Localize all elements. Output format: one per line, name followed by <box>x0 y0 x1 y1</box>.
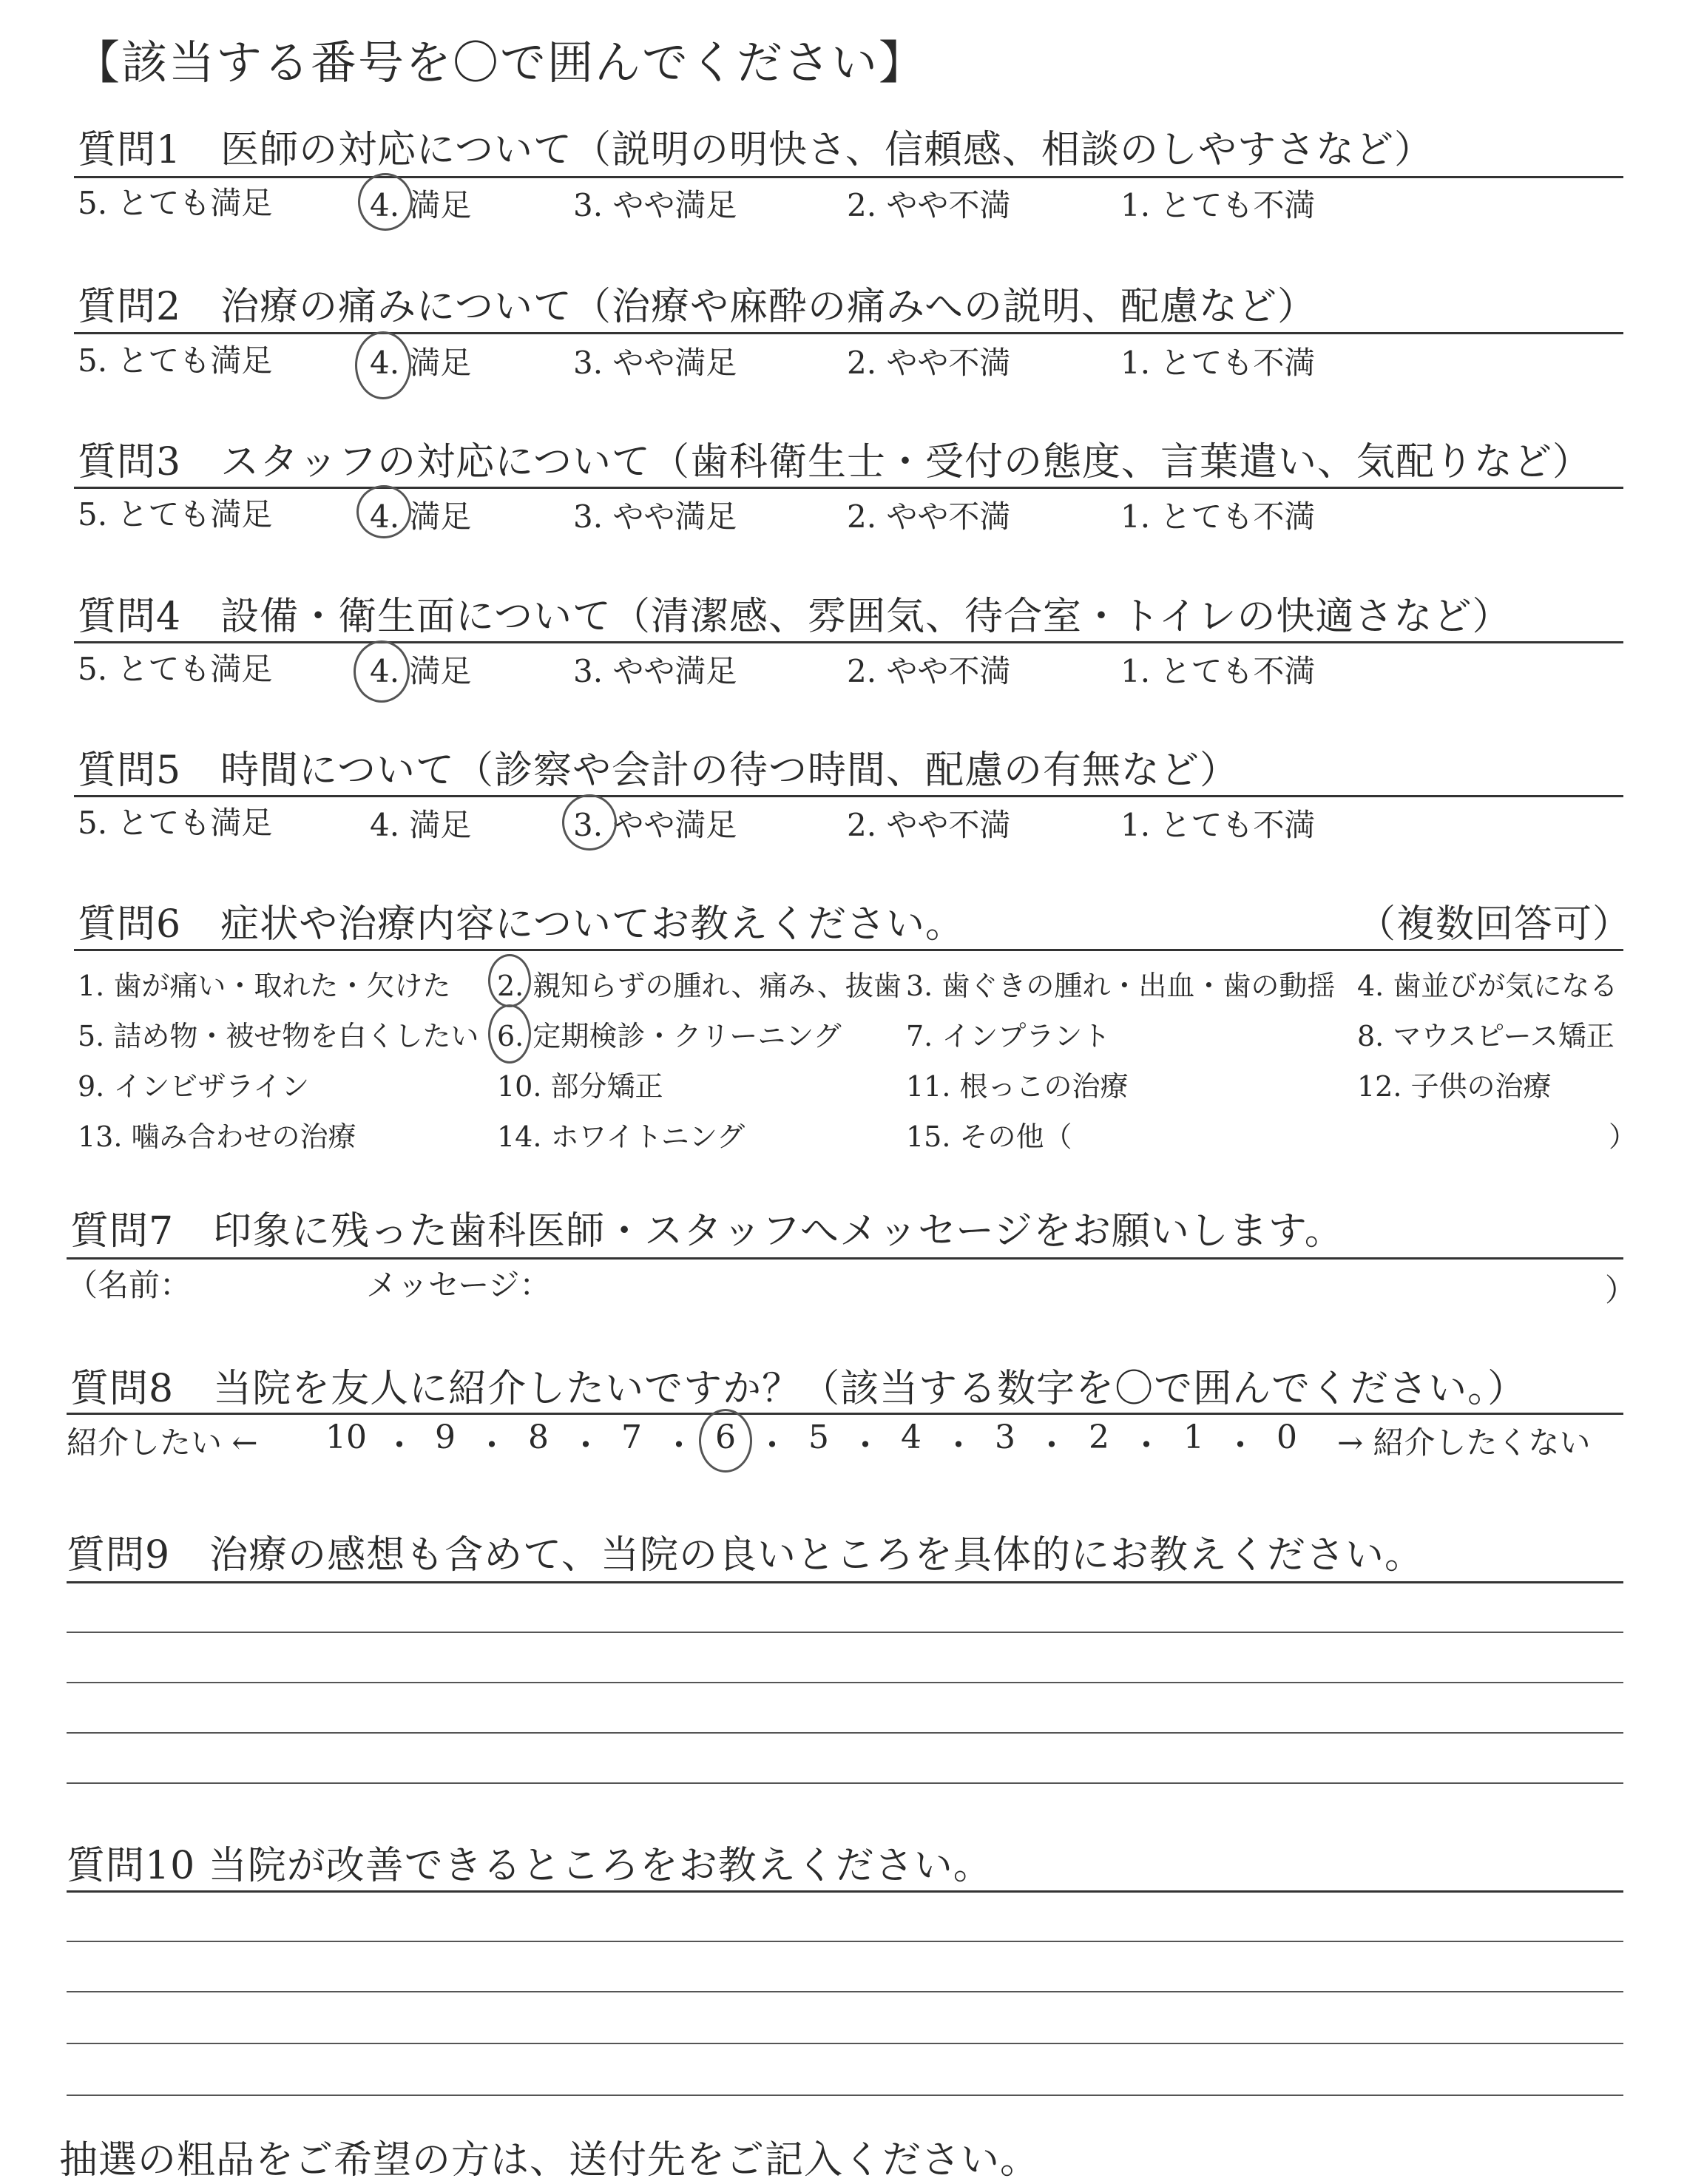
question-10-rule <box>67 1890 1623 1893</box>
question-4-title: 質問4 設備・衛生面について（清潔感、雰囲気、待合室・トイレの快適さなど） <box>78 595 1512 639</box>
q8-sep: ・ <box>1130 1427 1163 1464</box>
q6-option-5[interactable]: 5. 詰め物・被せ物を白くしたい <box>78 1020 479 1052</box>
q5-option-1[interactable]: 1. とても不満 <box>1120 807 1316 843</box>
q3-option-3[interactable]: 3. やや満足 <box>573 498 737 535</box>
q10-writing-line[interactable] <box>67 2095 1623 2096</box>
q2-selected-circle <box>355 331 411 399</box>
question-3-rule <box>74 487 1623 489</box>
q3-selected-circle <box>356 485 411 538</box>
question-1-rule <box>74 176 1623 178</box>
q3-option-4[interactable]: 4. 満足 <box>370 498 472 535</box>
q8-scale-5[interactable]: 5 <box>808 1419 829 1456</box>
q6-option-15[interactable]: 15. その他（ <box>906 1120 1072 1153</box>
q5-option-3[interactable]: 3. やや満足 <box>573 807 737 843</box>
q6-option-1[interactable]: 1. 歯が痛い・取れた・欠けた <box>78 970 451 1002</box>
question-9-title: 質問9 治療の感想も含めて、当院の良いところを具体的にお教えください。 <box>67 1533 1424 1578</box>
q4-option-4[interactable]: 4. 満足 <box>370 653 472 689</box>
question-6-title: 質問6 症状や治療内容についてお教えください。 <box>78 902 965 947</box>
q8-sep: ・ <box>1224 1427 1257 1464</box>
question-8-title: 質問8 当院を友人に紹介したいですか？（該当する数字を〇で囲んでください。） <box>70 1367 1527 1411</box>
q9-writing-line[interactable] <box>67 1782 1623 1784</box>
q6-option-3[interactable]: 3. 歯ぐきの腫れ・出血・歯の動揺 <box>906 970 1336 1002</box>
question-7-rule <box>67 1257 1623 1260</box>
question-9-rule <box>67 1581 1623 1583</box>
question-4-rule <box>74 641 1623 643</box>
q6-option-10[interactable]: 10. 部分矯正 <box>497 1070 663 1103</box>
q5-option-2[interactable]: 2. やや不満 <box>847 807 1011 843</box>
q6-option-6[interactable]: 6. 定期検診・クリーニング <box>497 1020 842 1052</box>
question-1-title: 質問1 医師の対応について（説明の明快さ、信頼感、相談のしやすさなど） <box>78 128 1433 172</box>
q8-sep: ・ <box>383 1427 416 1464</box>
q2-option-3[interactable]: 3. やや満足 <box>573 345 737 381</box>
q8-scale-3[interactable]: 3 <box>995 1419 1015 1456</box>
q8-scale-6[interactable]: 6 <box>715 1419 736 1456</box>
q1-option-1[interactable]: 1. とても不満 <box>1120 187 1316 223</box>
q8-sep: ・ <box>942 1427 975 1464</box>
q8-sep: ・ <box>1035 1427 1068 1464</box>
question-8-rule <box>67 1413 1623 1415</box>
survey-header: 【該当する番号を〇で囲んでください】 <box>74 36 927 89</box>
question-10-title: 質問10 当院が改善できるところをお教えください。 <box>67 1844 993 1888</box>
q3-option-1[interactable]: 1. とても不満 <box>1120 498 1316 535</box>
q7-message-label: メッセージ： <box>366 1267 551 1303</box>
q8-scale-0[interactable]: 0 <box>1277 1419 1297 1456</box>
q4-option-3[interactable]: 3. やや満足 <box>573 653 737 689</box>
q4-option-5[interactable]: 5. とても満足 <box>78 651 273 687</box>
q6-option-8[interactable]: 8. マウスピース矯正 <box>1357 1020 1615 1052</box>
q2-option-2[interactable]: 2. やや不満 <box>847 345 1011 381</box>
q8-left-label: 紹介したい ← <box>67 1424 258 1461</box>
q8-sep: ・ <box>663 1427 695 1464</box>
q8-scale-10[interactable]: 10 <box>325 1419 367 1456</box>
q8-sep: ・ <box>476 1427 508 1464</box>
q10-writing-line[interactable] <box>67 2043 1623 2044</box>
question-6-rule <box>74 949 1623 951</box>
q8-scale-9[interactable]: 9 <box>435 1419 456 1456</box>
q6-option-7[interactable]: 7. インプラント <box>906 1020 1111 1052</box>
question-6-note: （複数回答可） <box>1357 902 1632 947</box>
q8-scale-4[interactable]: 4 <box>901 1419 922 1456</box>
q6-option-2[interactable]: 2. 親知らずの腫れ、痛み、抜歯 <box>497 970 902 1002</box>
q8-sep: ・ <box>849 1427 882 1464</box>
q2-option-5[interactable]: 5. とても満足 <box>78 342 273 379</box>
q8-sep: ・ <box>569 1427 602 1464</box>
q6-selected-circle-6 <box>488 1004 531 1064</box>
question-5-rule <box>74 795 1623 797</box>
q9-writing-line[interactable] <box>67 1632 1623 1633</box>
q8-scale-7[interactable]: 7 <box>621 1419 642 1456</box>
q4-option-2[interactable]: 2. やや不満 <box>847 653 1011 689</box>
q2-option-4[interactable]: 4. 満足 <box>370 345 472 381</box>
q1-option-3[interactable]: 3. やや満足 <box>573 187 737 223</box>
q3-option-2[interactable]: 2. やや不満 <box>847 498 1011 535</box>
q8-sep: ・ <box>756 1427 788 1464</box>
q1-option-5[interactable]: 5. とても満足 <box>78 185 273 221</box>
q7-name-label: （名前： <box>67 1267 192 1303</box>
question-3-title: 質問3 スタッフの対応について（歯科衛生士・受付の態度、言葉遣い、気配りなど） <box>78 440 1592 484</box>
q6-option-12[interactable]: 12. 子供の治療 <box>1357 1070 1552 1103</box>
q6-selected-circle-2 <box>488 954 531 1007</box>
question-2-rule <box>74 332 1623 334</box>
q5-selected-circle <box>562 794 617 851</box>
q7-close-paren: ） <box>1605 1272 1637 1308</box>
footer-prize-note: 抽選の粗品をご希望の方は、送付先をご記入ください。 <box>59 2138 1040 2183</box>
q8-scale-2[interactable]: 2 <box>1089 1419 1109 1456</box>
q10-writing-line[interactable] <box>67 1941 1623 1942</box>
q1-option-2[interactable]: 2. やや不満 <box>847 187 1011 223</box>
question-2-title: 質問2 治療の痛みについて（治療や麻酔の痛みへの説明、配慮など） <box>78 285 1317 329</box>
q6-other-close-paren: ） <box>1609 1120 1637 1153</box>
q4-option-1[interactable]: 1. とても不満 <box>1120 653 1316 689</box>
question-7-title: 質問7 印象に残った歯科医師・スタッフへメッセージをお願いします。 <box>70 1209 1344 1254</box>
q9-writing-line[interactable] <box>67 1682 1623 1683</box>
q4-selected-circle <box>354 640 410 703</box>
q6-option-14[interactable]: 14. ホワイトニング <box>497 1120 746 1153</box>
question-5-title: 質問5 時間について（診察や会計の待つ時間、配慮の有無など） <box>78 748 1240 793</box>
q2-option-1[interactable]: 1. とても不満 <box>1120 345 1316 381</box>
q6-option-4[interactable]: 4. 歯並びが気になる <box>1357 970 1618 1002</box>
q8-selected-circle <box>699 1409 752 1473</box>
q6-option-9[interactable]: 9. インビザライン <box>78 1070 310 1103</box>
q10-writing-line[interactable] <box>67 1991 1623 1992</box>
q1-selected-circle <box>358 173 413 231</box>
q6-option-11[interactable]: 11. 根っこの治療 <box>906 1070 1129 1103</box>
q5-option-4[interactable]: 4. 満足 <box>370 807 472 843</box>
q8-right-label: → 紹介したくない <box>1337 1424 1591 1461</box>
q1-option-4[interactable]: 4. 満足 <box>370 187 472 223</box>
q9-writing-line[interactable] <box>67 1732 1623 1734</box>
q8-scale-1[interactable]: 1 <box>1183 1419 1204 1456</box>
q8-scale-8[interactable]: 8 <box>528 1419 549 1456</box>
q6-option-13[interactable]: 13. 噛み合わせの治療 <box>78 1120 356 1153</box>
q5-option-5[interactable]: 5. とても満足 <box>78 805 273 841</box>
q3-option-5[interactable]: 5. とても満足 <box>78 496 273 533</box>
